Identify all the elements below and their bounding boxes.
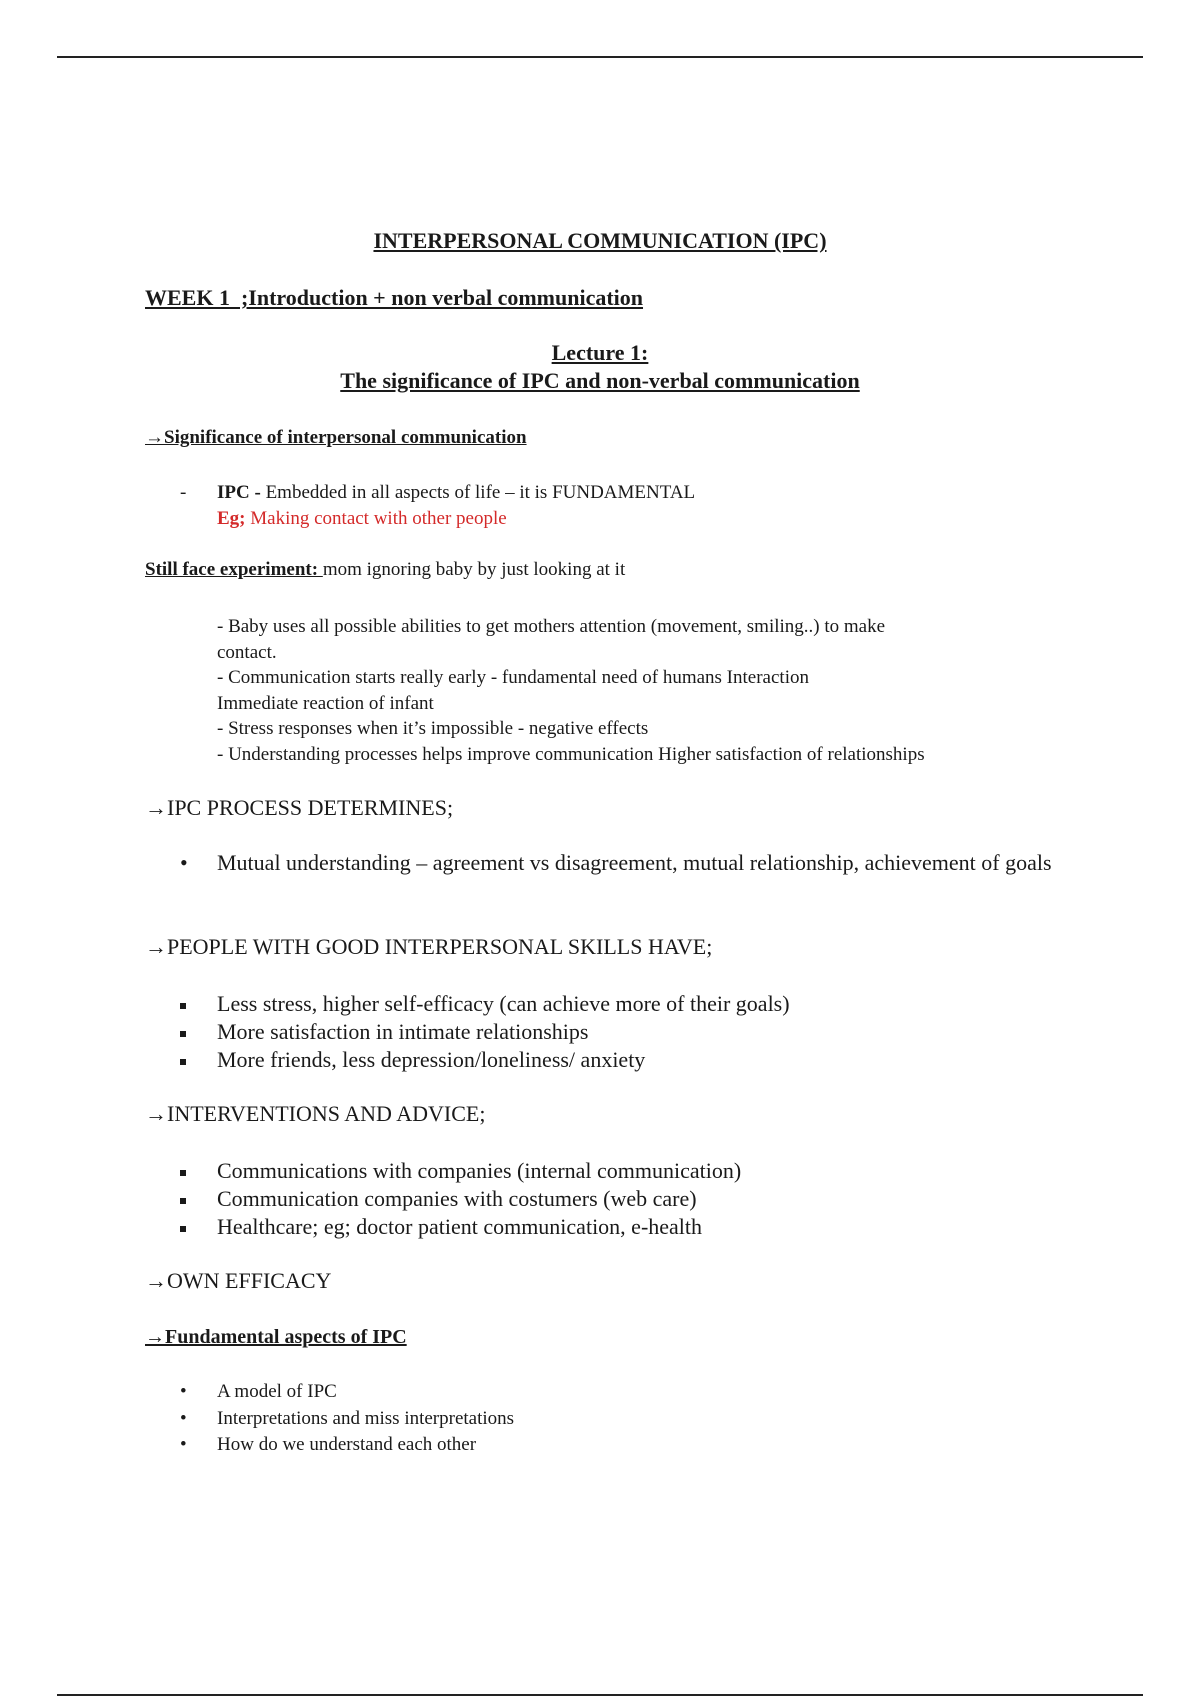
arrow-icon: → bbox=[145, 1326, 165, 1348]
section-significance-heading: →Significance of interpersonal communication bbox=[145, 427, 527, 448]
arrow-icon: → bbox=[145, 1268, 167, 1293]
arrow-icon: → bbox=[145, 934, 167, 959]
list-item: • How do we understand each other bbox=[180, 1432, 1080, 1459]
still-face-experiment bbox=[145, 559, 625, 581]
lecture-number: Lecture 1: bbox=[551, 340, 649, 365]
section-process-heading: →IPC PROCESS DETERMINES; bbox=[145, 795, 454, 820]
ipc-example: Eg; Making contact with other people bbox=[217, 508, 507, 529]
section-efficacy-heading: →OWN EFFICACY bbox=[145, 1268, 332, 1293]
dash-marker: - bbox=[180, 482, 187, 503]
square-bullet-icon bbox=[180, 1213, 186, 1241]
lecture-title: The significance of IPC and non-verbal communication bbox=[340, 368, 860, 393]
bottom-rule bbox=[57, 1694, 1143, 1696]
note-line: - Stress responses when it’s impossible - negative effects bbox=[217, 718, 649, 739]
list-item: Communications with companies (internal communication) bbox=[180, 1157, 1080, 1185]
list-item: • Interpretations and miss interpretations bbox=[180, 1406, 1080, 1433]
section-fundamentals-heading: →Fundamental aspects of IPC bbox=[145, 1326, 407, 1348]
interventions-list bbox=[180, 1157, 1080, 1241]
square-bullet-icon bbox=[180, 990, 186, 1018]
top-rule bbox=[57, 56, 1143, 58]
list-item: More satisfaction in intimate relationships bbox=[180, 1018, 1080, 1046]
list-item: Less stress, higher self-efficacy (can achieve more of their goals) bbox=[180, 990, 1080, 1018]
document-title: INTERPERSONAL COMMUNICATION (IPC) bbox=[373, 228, 827, 253]
process-list bbox=[180, 849, 1080, 877]
still-face-label: Still face experiment: bbox=[145, 559, 323, 580]
skills-list bbox=[180, 990, 1080, 1074]
arrow-icon: → bbox=[145, 1101, 167, 1126]
bullet-icon: • bbox=[180, 1381, 187, 1402]
note-line: - Communication starts really early - fundamental need of humans Interaction bbox=[217, 667, 809, 688]
bullet-icon: • bbox=[180, 1407, 187, 1429]
fundamentals-list bbox=[180, 1379, 1080, 1459]
ipc-dash-content bbox=[217, 480, 1067, 532]
list-item: Healthcare; eg; doctor patient communication, e-health bbox=[180, 1213, 1080, 1241]
still-face-notes bbox=[217, 614, 1067, 767]
list-item: Communication companies with costumers (web care) bbox=[180, 1185, 1080, 1213]
section-interventions-heading: →INTERVENTIONS AND ADVICE; bbox=[145, 1101, 486, 1126]
arrow-icon: → bbox=[145, 427, 164, 448]
section-skills-heading: →PEOPLE WITH GOOD INTERPERSONAL SKILLS HAVE; bbox=[145, 934, 713, 959]
bullet-icon: • bbox=[180, 1434, 187, 1455]
note-line: - Baby uses all possible abilities to get mothers attention (movement, smiling..) to make bbox=[217, 616, 886, 637]
list-item: • Mutual understanding – agreement vs disagreement, mutual relationship, achievement of goals bbox=[180, 850, 1052, 875]
list-item: • A model of IPC bbox=[180, 1379, 1080, 1406]
list-item: More friends, less depression/loneliness/ anxiety bbox=[180, 1046, 1080, 1074]
square-bullet-icon bbox=[180, 1185, 186, 1213]
square-bullet-icon bbox=[180, 1157, 186, 1185]
arrow-icon: → bbox=[145, 795, 167, 820]
note-line: - Understanding processes helps improve communication Higher satisfaction of relationships bbox=[217, 743, 925, 765]
square-bullet-icon bbox=[180, 1046, 186, 1074]
week-heading: WEEK 1 ;Introduction + non verbal communication bbox=[145, 285, 644, 310]
note-line: contact. bbox=[217, 641, 277, 663]
square-bullet-icon bbox=[180, 1018, 186, 1046]
still-face-text: mom ignoring baby by just looking at it bbox=[322, 559, 626, 580]
note-line: Immediate reaction of infant bbox=[217, 692, 434, 714]
bullet-icon: • bbox=[180, 850, 188, 875]
ipc-definition: IPC - Embedded in all aspects of life – it is FUNDAMENTAL bbox=[217, 482, 696, 503]
lecture-heading bbox=[0, 339, 1200, 395]
